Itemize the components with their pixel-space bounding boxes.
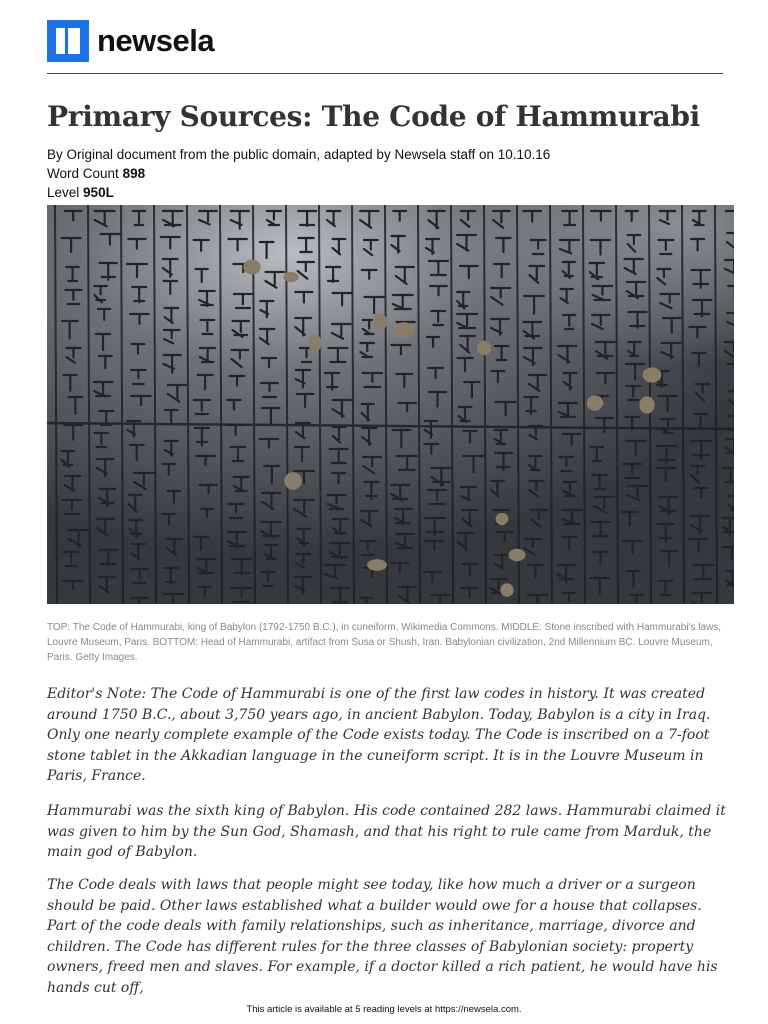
word-count-label: Word Count — [47, 166, 119, 181]
header-divider — [47, 73, 723, 74]
word-count-value: 898 — [122, 166, 146, 181]
reading-level-label: Level — [47, 185, 80, 200]
cuneiform-stone-icon — [47, 205, 734, 604]
reading-level-value: 950L — [83, 185, 114, 200]
byline: By Original document from the public domain, adapted by Newsela staff on 10.10.16 — [47, 147, 551, 162]
reading-level — [47, 185, 114, 200]
cuneiform-stone-photo — [47, 205, 734, 604]
footer-availability: This article is available at 5 reading levels at https://newsela.com. — [246, 1004, 522, 1015]
paragraph-editors-note: Editor's Note: The Code of Hammurabi is one of the first law codes in history. It was created around 1750 B.C., about 3,750 years ago, in ancient Babylon. Today, Babylon is a city in Iraq. Only one nearly complete example of the Code exists today. The Code is inscribed on a 7-foot stone tablet in the Akkadian language in the cuneiform script. It is in the Louvre Museum in Paris, France. — [47, 686, 711, 785]
logo-text: newsela — [97, 23, 215, 58]
word-count — [47, 166, 145, 181]
image-caption: TOP: The Code of Hammurabi, king of Babylon (1792-1750 B.C.), in cuneiform, Wikimedia Commons. MIDDLE: Stone inscribed with Hammurabi's laws, Louvre Museum, Paris. BOTTOM: Head of Hammurabi, artifact from Susa or Shush, Iran. Babylonian civilization, 2nd Millennium BC. Louvre Museum, Paris. Getty Images. — [47, 622, 722, 663]
newsela-logo-icon — [47, 20, 89, 62]
paragraph-code-laws: The Code deals with laws that people might see today, like how much a driver or a surgeon should be paid. Other laws established what a builder would owe for a house that collapses. Part of the code deals with family relationships, such as inheritance, marriage, divorce and children. The Code has different rules for the three classes of Babylonian society: property owners, freed men and slaves. For example, if a doctor killed a rich patient, he would have his hands cut off, — [47, 877, 718, 996]
page-title: Primary Sources: The Code of Hammurabi — [47, 100, 700, 133]
newsela-logo[interactable] — [47, 20, 214, 62]
paragraph-hammurabi: Hammurabi was the sixth king of Babylon. His code contained 282 laws. Hammurabi claimed it was given to him by the Sun God, Shamash, and that his right to rule came from Marduk, the main god of Babylon. — [47, 803, 726, 861]
